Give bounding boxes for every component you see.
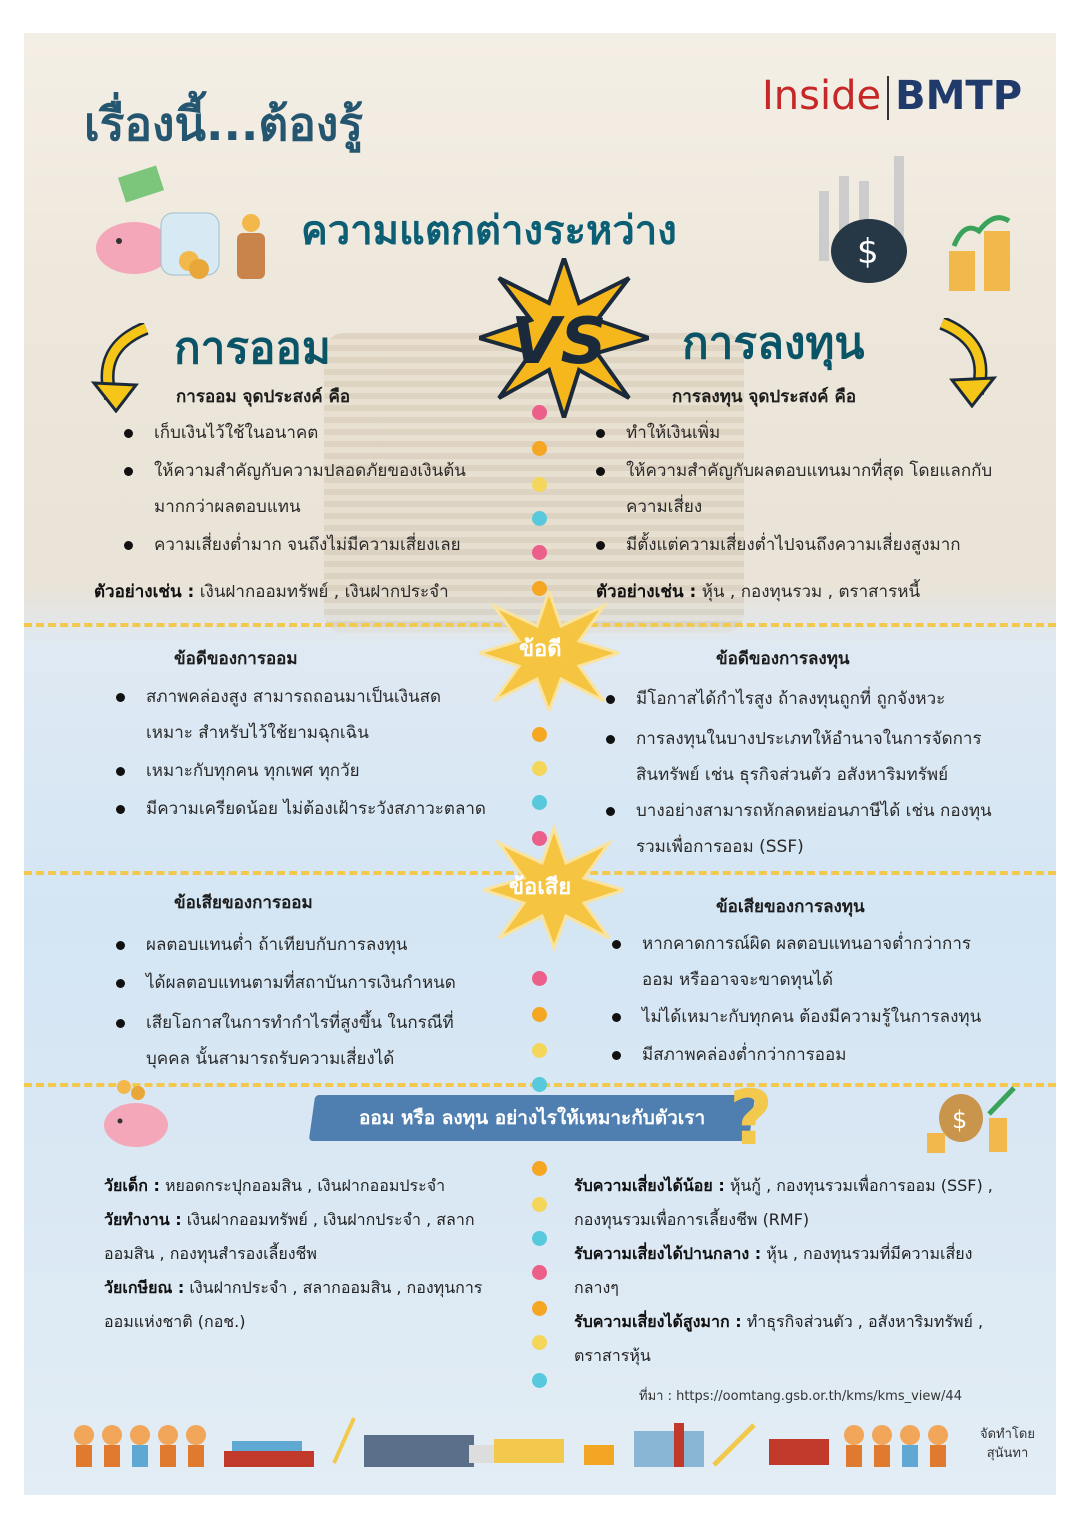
investing-purpose-item: ทำให้เงินเพิ่ม xyxy=(626,415,1006,451)
age-group-item: วัยเด็ก : หยอดกระปุกออมสิน , เงินฝากออมประจำ xyxy=(104,1176,446,1195)
money-bag-growth-icon xyxy=(799,151,1029,301)
saving-purpose-heading: การออม จุดประสงค์ คือ xyxy=(176,387,351,407)
piggy-bank-jar-icon xyxy=(89,163,289,283)
saving-pros-item: เหมาะกับทุกคน ทุกเพศ ทุกวัย xyxy=(146,753,486,789)
saving-cons-item: ได้ผลตอบแทนตามที่สถาบันการเงินกำหนด xyxy=(146,965,486,1001)
banner: ออม หรือ ลงทุน อย่างไรให้เหมาะกับตัวเรา xyxy=(309,1095,755,1141)
infographic-poster xyxy=(24,33,1056,1495)
age-group-item: วัยเกษียณ : เงินฝากประจำ , สลากออมสิน , กองทุนการ ออมแห่งชาติ (กอช.) xyxy=(104,1278,483,1331)
saving-cons-item: เสียโอกาสในการทำกำไรที่สูงขึ้น ในกรณีที่บุคคล นั้นสามารถรับความเสี่ยงได้ xyxy=(146,1005,496,1077)
investing-title: การลงทุน xyxy=(682,318,865,369)
saving-title: การออม xyxy=(174,323,331,374)
question-mark-icon: ? xyxy=(729,1073,774,1162)
investing-pros-item: มีโอกาสได้กำไรสูง ถ้าลงทุนถูกที่ ถูกจังหวะ xyxy=(636,681,996,717)
investing-example: ตัวอย่างเช่น : หุ้น , กองทุนรวม , ตราสารหนี้ xyxy=(596,582,921,602)
curved-arrow-right-icon xyxy=(912,318,1002,408)
vs-label: VS xyxy=(511,305,607,379)
investing-purpose-item: มีตั้งแต่ความเสี่ยงต่ำไปจนถึงความเสี่ยงสูงมาก xyxy=(626,527,1006,563)
saving-purpose-item: ความเสี่ยงต่ำมาก จนถึงไม่มีความเสี่ยงเลย xyxy=(154,527,504,563)
saving-pros-heading: ข้อดีของการออม xyxy=(174,649,298,669)
investing-pros-item: การลงทุนในบางประเภทให้อำนาจในการจัดการ สินทรัพย์ เช่น ธุรกิจส่วนตัว อสังหาริมทรัพย์ xyxy=(636,721,1006,793)
saving-pros-item: สภาพคล่องสูง สามารถถอนมาเป็นเงินสด เหมาะ สำหรับไว้ใช้ยามฉุกเฉิน xyxy=(146,679,486,751)
investing-purpose-heading: การลงทุน จุดประสงค์ คือ xyxy=(672,387,857,407)
investing-pros-item: บางอย่างสามารถหักลดหย่อนภาษีได้ เช่น กองทุน รวมเพื่อการออม (SSF) xyxy=(636,793,1006,865)
source-citation: ที่มา : https://oomtang.gsb.or.th/kms/kms_view/44 xyxy=(639,1389,962,1404)
investing-cons-item: มีสภาพคล่องต่ำกว่าการออม xyxy=(642,1037,1002,1073)
risk-group-item: รับความเสี่ยงได้น้อย : หุ้นกู้ , กองทุนรวมเพื่อการออม (SSF) , กองทุนรวมเพื่อการเลี้ยงชีพ (RMF) xyxy=(574,1176,993,1229)
headline: เรื่องนี้...ต้องรู้ xyxy=(84,97,364,151)
age-groups xyxy=(104,1169,504,1339)
risk-group-item: รับความเสี่ยงได้ปานกลาง : หุ้น , กองทุนรวมที่มีความเสี่ยง กลางๆ xyxy=(574,1244,973,1297)
svg-text:$: $ xyxy=(857,232,879,272)
saving-pros-item: มีความเครียดน้อย ไม่ต้องเฝ้าระวังสภาวะตลาด xyxy=(146,791,496,827)
money-bag-coins-icon xyxy=(919,1078,1029,1158)
saving-purpose-item: ให้ความสำคัญกับความปลอดภัยของเงินต้น มากกว่าผลตอบแทน xyxy=(154,453,504,525)
subtitle: ความแตกต่างระหว่าง xyxy=(301,208,677,254)
svg-text:$: $ xyxy=(952,1106,968,1134)
saving-purpose-item: เก็บเงินไว้ใช้ในอนาคต xyxy=(154,415,484,451)
investing-purpose-item: ให้ความสำคัญกับผลตอบแทนมากที่สุด โดยแลกกับ ความเสี่ยง xyxy=(626,453,996,525)
curved-arrow-left-icon xyxy=(86,323,176,413)
credit xyxy=(980,1425,1035,1463)
investing-pros-heading: ข้อดีของการลงทุน xyxy=(716,649,850,669)
saving-example: ตัวอย่างเช่น : เงินฝากออมทรัพย์ , เงินฝากประจำ xyxy=(94,582,449,602)
piggy-coins-icon xyxy=(94,1073,174,1153)
risk-groups xyxy=(574,1169,1004,1373)
logistics-illustration-strip xyxy=(64,1413,964,1473)
cons-label: ข้อเสีย xyxy=(509,875,572,900)
risk-group-item: รับความเสี่ยงได้สูงมาก : ทำธุรกิจส่วนตัว , อสังหาริมทรัพย์ , ตราสารหุ้น xyxy=(574,1312,984,1365)
saving-cons-heading: ข้อเสียของการออม xyxy=(174,893,313,913)
credit-line: สุนันทา xyxy=(986,1446,1029,1461)
investing-cons-item: ไม่ได้เหมาะกับทุกคน ต้องมีความรู้ในการลงทุน xyxy=(642,999,1002,1035)
credit-line: จัดทำโดย xyxy=(980,1427,1035,1442)
inside-bmtp-logo xyxy=(762,73,1022,120)
pros-label: ข้อดี xyxy=(519,637,562,662)
investing-cons-heading: ข้อเสียของการลงทุน xyxy=(716,897,865,917)
age-group-item: วัยทำงาน : เงินฝากออมทรัพย์ , เงินฝากประจำ , สลาก ออมสิน , กองทุนสำรองเลี้ยงชีพ xyxy=(104,1210,475,1263)
logo-inside: Inside xyxy=(762,73,882,119)
logo-bmtp: BMTP xyxy=(895,73,1023,119)
saving-cons-item: ผลตอบแทนต่ำ ถ้าเทียบกับการลงทุน xyxy=(146,927,486,963)
investing-cons-item: หากคาดการณ์ผิด ผลตอบแทนอาจต่ำกว่าการ ออม หรืออาจจะขาดทุนได้ xyxy=(642,926,992,998)
